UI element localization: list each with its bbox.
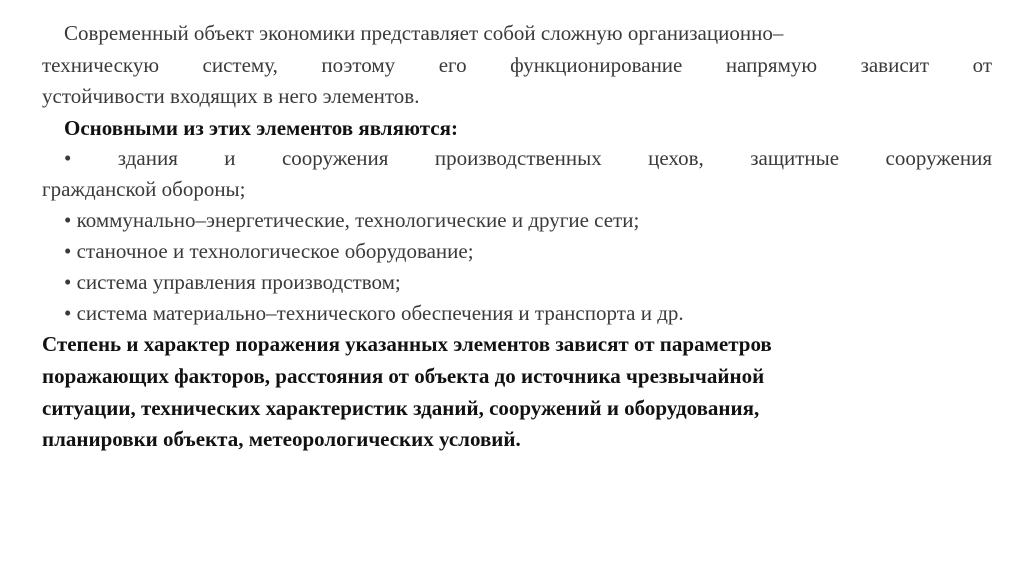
conclusion-line-2: поражающих факторов, расстояния от объекта до источника чрезвычайной (42, 364, 765, 388)
conclusion-line-1: Степень и характер поражения указанных элементов зависят от параметров (42, 332, 772, 356)
bullet-item-3: • станочное и технологическое оборудование; (64, 239, 474, 263)
elements-heading: Основными из этих элементов являются: (64, 116, 458, 140)
intro-line-1: Современный объект экономики представляет собой сложную организационно– (64, 21, 784, 45)
conclusion-line-3: ситуации, технических характеристик зданий, сооружений и оборудования, (42, 396, 760, 420)
bullet-item-2: • коммунально–энергетические, технологические и другие сети; (64, 208, 640, 232)
bullet-item-4: • система управления производством; (64, 270, 401, 294)
intro-line-3: устойчивости входящих в него элементов. (42, 84, 420, 108)
bullet-item-1-line-1: • здания и сооружения производственных цехов, защитные сооружения (64, 146, 992, 170)
intro-line-2: техническую систему, поэтому его функционирование напрямую зависит от (42, 53, 992, 77)
conclusion-line-4: планировки объекта, метеорологических условий. (42, 427, 521, 451)
bullet-item-1-line-2: гражданской обороны; (42, 177, 246, 201)
bullet-item-5: • система материально–технического обеспечения и транспорта и др. (64, 301, 684, 325)
